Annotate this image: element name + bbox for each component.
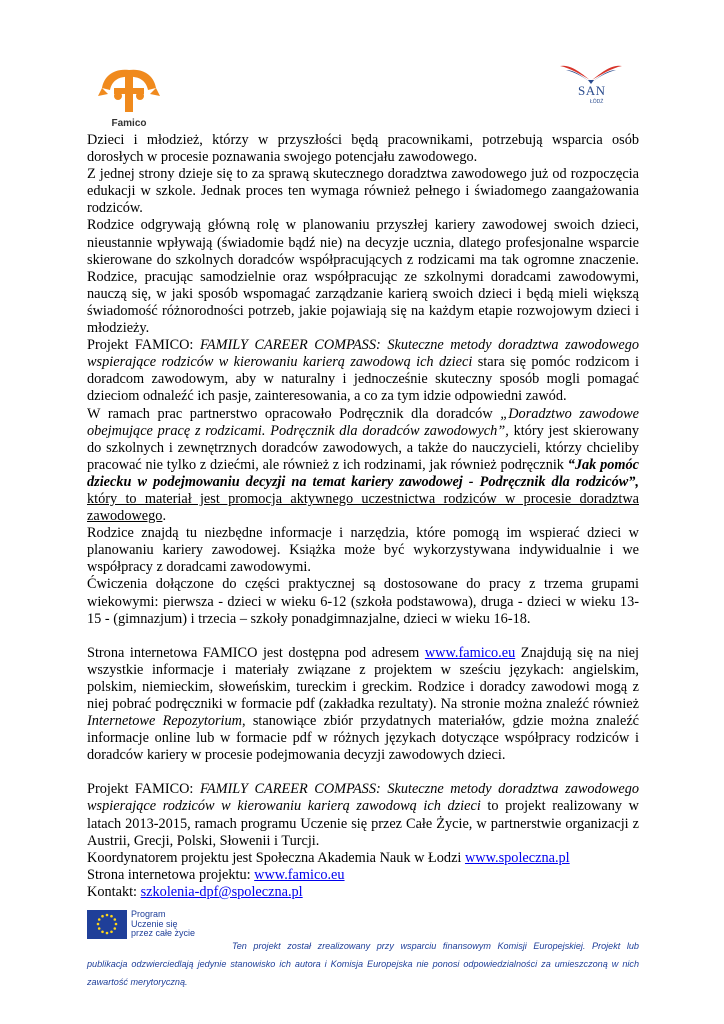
p9-lead: Projekt FAMICO: (87, 781, 200, 798)
paragraph-9 (87, 781, 639, 849)
project-website-link[interactable]: www.famico.eu (254, 866, 345, 883)
document-body (87, 132, 639, 901)
p12-lead: Kontakt: (87, 883, 141, 900)
p8-repository: Internetowe Repozytorium (87, 713, 242, 730)
p10-lead: Koordynatorem projektu jest Społeczna Akademia Nauk w Łodzi (87, 849, 465, 866)
paragraph-11 (87, 867, 639, 884)
paragraph-2: Z jednej strony dzieje się to za sprawą skutecznego doradztwa zawodowego już od rozpoczęcia edukacji w szkole. Jednak proces ten wymaga również pełnego i świadomego zaangażowania rodziców. (87, 166, 639, 217)
eu-flag-icon (87, 910, 127, 939)
paragraph-4 (87, 337, 639, 405)
spacer (87, 764, 639, 781)
spacer (87, 628, 639, 645)
p4-project-title: FAMILY CAREER COMPASS: Skuteczne metody doradztwa zawodowego wspierające rodziców w kierowaniu karierą zawodową ich dzieci (87, 337, 639, 371)
famico-website-link[interactable]: www.famico.eu (424, 644, 516, 661)
paragraph-5 (87, 406, 639, 526)
p5-mid: który jest skierowany do szkolnych i zewnętrznych doradców zawodowych, a także do nauczycieli, którzy chcieliby pracować nie tylko z dziećmi, ale również z ich rodzinami, jak również podręcznik (87, 422, 639, 473)
eu-program-label (131, 910, 211, 939)
disclaimer-text: Ten projekt został zrealizowany przy wsparciu finansowym Komisji Europejskiej. Projekt lub publikacja odzwierciedlają jedynie stanowisko ich autora i Komisja Europejska nie ponosi odpowiedzialności za umieszczoną w nich zawartość merytoryczną. (87, 941, 639, 987)
paragraph-10 (87, 850, 639, 867)
san-logo-city: ŁÓDŹ (590, 99, 604, 105)
p8-mid: Znajdują się na niej wszystkie informacje i materiały związane z projektem w sześciu językach: angielskim, polskim, niemieckim, słoweńskim, tureckim i greckim. Rodzice i doradcy zawodowi mogą z niej pobrać podręczniki w formacie pdf (zakładka rezultaty). Na stronie można znaleźć również (87, 644, 639, 712)
footer-disclaimer (87, 937, 639, 991)
paragraph-8 (87, 645, 639, 765)
san-logo-text: SAN (578, 83, 606, 98)
eu-program-line-1: Program (131, 909, 166, 919)
p5-end: który to materiał jest promocja aktywnego uczestnictwa rodziców w procesie doradztwa zawodowego (87, 490, 639, 525)
p11-lead: Strona internetowa projektu: (87, 866, 255, 883)
paragraph-7: Ćwiczenia dołączone do części praktycznej są dostosowane do pracy z trzema grupami wiekowymi: pierwsza - dzieci w wieku 6-12 (szkoła podstawowa), druga - dzieci w wieku 13-15 - (gimnazjum) i trzecia – szkoły ponadgimnazjalne, dzieci w wieku 16-18. (87, 576, 639, 627)
paragraph-12 (87, 884, 639, 901)
p8-lead: Strona internetowa FAMICO jest dostępna pod adresem (87, 644, 425, 661)
p5-lead: W ramach prac partnerstwo opracowało Podręcznik dla doradców (87, 405, 501, 422)
paragraph-3: Rodzice odgrywają główną rolę w planowaniu przyszłej kariery zawodowej swoich dzieci, nieustannie wpływają (świadomie bądź nie) na decyzje ucznia, dlatego profesjonalne wsparcie skierowane do szkolnych doradców współpracujących z rodzicami ma tak ogromne znaczenie. Rodzice, pracując samodzielnie oraz współpracując ze szkolnymi doradcami zawodowymi, nauczą się, w jaki sposób wspomagać zarządzanie karierą swoich dzieci i będą mieli większą świadomość różnorodności potrzeb, jakie pojawiają się na każdym etapie rozwojowym dzieci i młodzieży. (87, 217, 639, 337)
paragraph-1: Dzieci i młodzież, którzy w przyszłości będą pracownikami, potrzebują wsparcia osób dorosłych w procesie poznawania swojego potencjału zawodowego. (87, 132, 639, 166)
p5-handbook-title: „Doradztwo zawodowe obejmujące pracę z rodzicami. Podręcznik dla doradców zawodowych”, (87, 405, 639, 439)
famico-logo-text: Famico (111, 118, 147, 129)
p4-rest: stara się pomóc rodzicom i doradcom zawodowym, aby w naturalny i jednocześnie skuteczny sposób mogli pomagać dzieciom odnaleźć ich pasje, zainteresowania, a co za tym idzie odpowiedni zawód. (87, 354, 639, 405)
p5-parents-handbook-title: “Jak pomóc dziecku w podejmowaniu decyzji na temat kariery zawodowej - Podręcznik dla rodziców”, (87, 456, 639, 490)
eu-program-line-3: przez całe życie (131, 928, 196, 938)
p4-lead: Projekt FAMICO: (87, 337, 200, 354)
p8-end: , stanowiące zbiór przydatnych materiałów, gdzie można znaleźć informacje online lub w formacie pdf w różnych językach dotyczące współpracy rodziców i doradców kariery w procesie podejmowania decyzji zawodowych dzieci. (87, 713, 640, 764)
p9-rest: to projekt realizowany w latach 2013-2015, ramach programu Uczenie się przez Całe Życie, w partnerstwie organizacji z Austrii, Grecji, Polski, Słowenii i Turcji. (87, 798, 639, 849)
contact-email-link[interactable]: szkolenia-dpf@spoleczna.pl (140, 883, 303, 900)
eu-program-line-2: Uczenie się (131, 918, 178, 929)
famico-logo (98, 66, 160, 132)
paragraph-6: Rodzice znajdą tu niezbędne informacje i narzędzia, które pomogą im wspierać dzieci w planowaniu kariery zawodowej. Książka może być wykorzystywana indywidualnie i we współpracy z doradcami zawodowymi. (87, 525, 639, 576)
spoleczna-website-link[interactable]: www.spoleczna.pl (464, 849, 570, 866)
p5-dot: . (162, 508, 167, 525)
p9-project-title: FAMILY CAREER COMPASS: Skuteczne metody doradztwa zawodowego wspierające rodziców w kierowaniu karierą zawodową ich dzieci (87, 781, 639, 815)
